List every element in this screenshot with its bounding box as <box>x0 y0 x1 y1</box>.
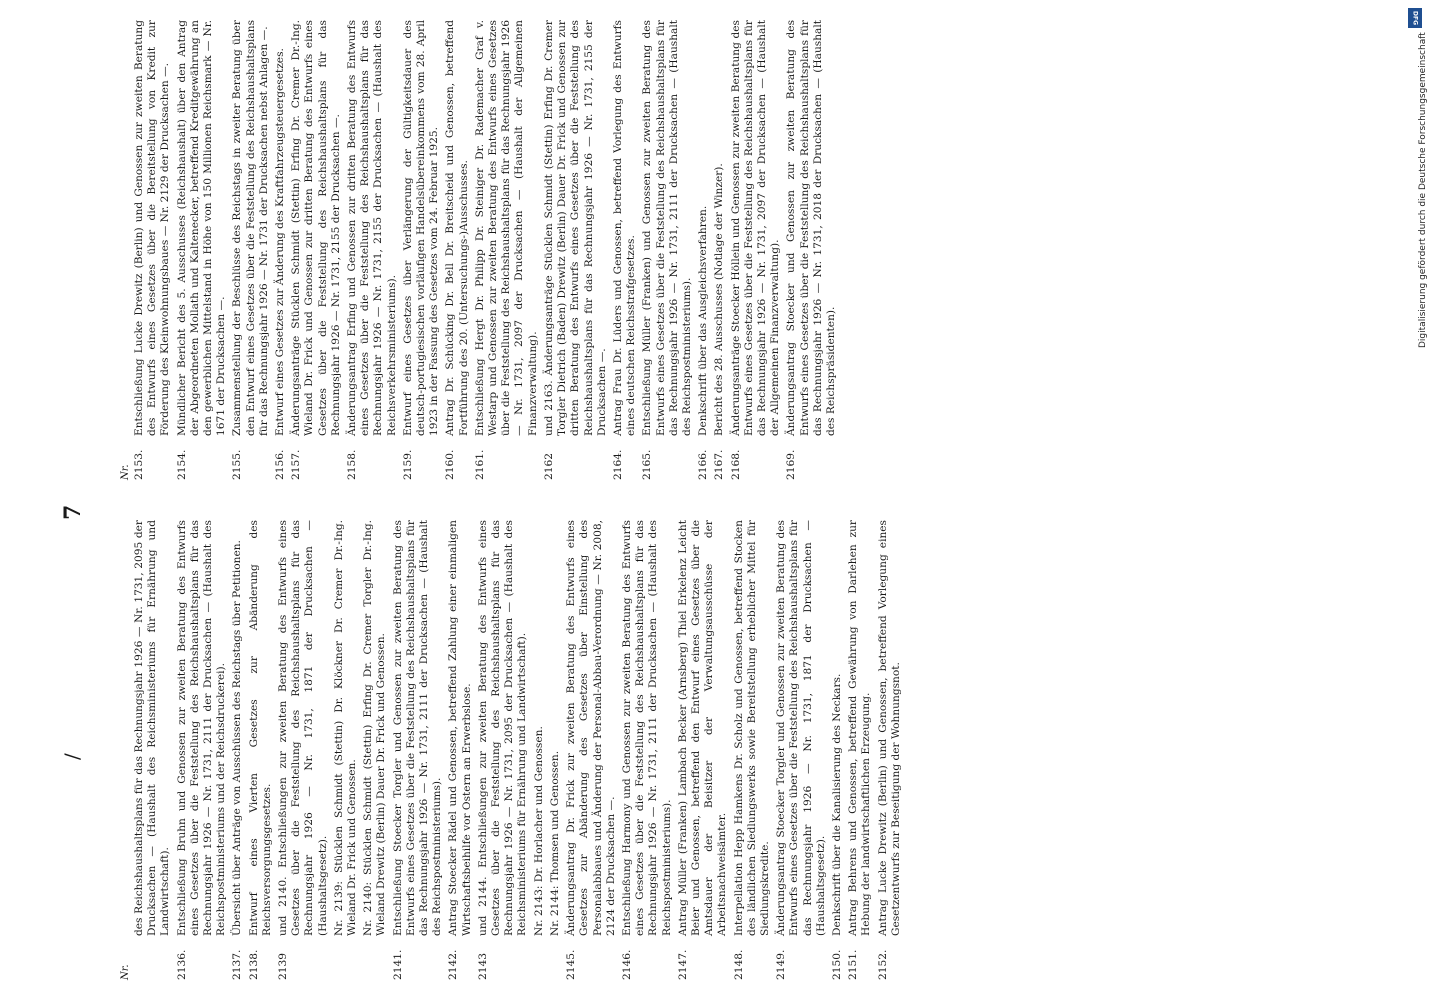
list-item <box>847 520 873 980</box>
nr-label-right: Nr. <box>120 464 131 480</box>
entry-number: 2169. <box>785 449 798 480</box>
entry-text: Antrag Behrens und Genossen, betreffend Gewährung von Darlehen zur Hebung der landwirtschaftlichen Erzeugung. <box>847 520 873 936</box>
list-item <box>549 520 562 980</box>
entry-number: 2138. <box>247 949 260 980</box>
entry-number: 2161. <box>473 449 486 480</box>
entry-number: 2160. <box>444 449 457 480</box>
entry-number: 2151. <box>847 949 860 980</box>
entry-text: Änderungsantrag Erfing und Genossen zur dritten Beratung des Entwurfs eines Gesetzes über die Feststellung des Reichshaushaltsplans für das Rechnungsjahr 1926 — Nr. 1731, 2155 der Drucksachen — (Haushalt des Reichsverkehrsministeriums). <box>346 20 398 436</box>
list-item <box>621 520 674 980</box>
entry-number: 2168. <box>729 449 742 480</box>
list-item <box>877 520 903 980</box>
entry-text: Entschließung Hergt Dr. Philipp Dr. Steiniger Dr. Rademacher Graf v. Westarp und Genossen zur zweiten Beratung des Entwurfs eines Gesetzes über die Feststellung des Reichshaushaltsplans für das Rechnungsjahr 1926 — Nr. 1731, 2097 der Drucksachen — (Haushalt der Allgemeinen Finanzverwaltung). <box>473 20 539 436</box>
list-item <box>392 520 445 980</box>
entry-number: 2162 <box>542 453 555 480</box>
entry-text: Antrag Lucke Drewitz (Berlin) und Genossen, betreffend Vorlegung eines Gesetzentwurfs zur Beseitigung der Wohnungsnot. <box>876 520 902 936</box>
entry-text: Denkschrift über die Kanalisierung des Neckars. <box>830 673 843 936</box>
entry-number: 2158. <box>346 449 359 480</box>
list-item <box>231 520 244 980</box>
entry-number: 2155. <box>231 449 244 480</box>
entry-number <box>362 936 388 980</box>
entry-text: Entwurf eines Gesetzes zur Änderung des Kraftfahrzeugsteuergesetzes. <box>274 48 287 436</box>
list-item <box>641 20 694 480</box>
list-item <box>277 520 330 980</box>
entry-number <box>549 936 562 980</box>
entry-text: Entschließung Harmony und Genossen zur zweiten Beratung des Entwurfs eines Gesetzes über die Feststellung des Reichshaushaltsplans für das Rechnungsjahr 1926 — Nr. 1731, 2111 der Drucksachen — (Haushalt des Reichspostministeriums). <box>620 520 673 936</box>
right-column <box>120 20 841 480</box>
entry-text: Änderungsanträge Stoecker Höllein und Genossen zur zweiten Beratung des Entwurfs eines Gesetzes über die Feststellung des Reichshaushaltsplans für das Rechnungsjahr 1926 — Nr. 1731, 2097 der Drucksachen — (Haushalt der Allgemeinen Finanzverwaltung). <box>729 20 782 436</box>
entry-text: Entschließung Bruhn und Genossen zur zweiten Beratung des Entwurfs eines Gesetzes über die Feststellung des Reichshaushaltsplans für das Rechnungsjahr 1926 — Nr. 1731, 2111 der Drucksachen — (Haushalt des Reichspostministeriums und der Reichsdruckerei). <box>175 520 228 936</box>
entry-text: Zusammenstellung der Beschlüsse des Reichstags in zweiter Beratung über den Entwurf eines Gesetzes über die Feststellung des Reichshaushaltsplans für das Rechnungsjahr 1926 — Nr. 1731 der Drucksachen nebst Anlagen —. <box>231 20 270 436</box>
list-item <box>274 20 287 480</box>
list-item <box>831 520 844 980</box>
entry-text: Entwurf eines Vierten Gesetzes zur Abänderung des Reichsversorgungsgesetzes. <box>247 520 273 936</box>
list-item <box>677 520 730 980</box>
entry-number: 2139 <box>277 953 290 980</box>
list-item <box>362 520 388 980</box>
entry-text: Nr. 2143: Dr. Horlacher und Genossen. <box>532 726 545 936</box>
entry-number: 2152. <box>876 949 889 980</box>
entry-text: Denkschrift über das Ausgleichsverfahren. <box>697 205 710 436</box>
entry-number: 2145. <box>565 949 578 980</box>
entry-number <box>333 936 359 980</box>
entry-text: Antrag Müller (Franken) Lambach Becker (Arnsberg) Thiel Erkelenz Leicht Beier und Genossen, betreffend den Entwurf eines Gesetzes über die Amtsdauer der Beisitzer der Verwaltungsausschüsse der Arbeitsnachweisämter. <box>676 520 729 936</box>
list-item <box>133 520 173 980</box>
entry-text: Änderungsantrag Stoecker Torgler und Genossen zur zweiten Beratung des Entwurfs eines Gesetzes über die Feststellung des Reichshaushaltsplans für das Rechnungsjahr 1926 — Nr. 1731, 1871 der Drucksachen — (Haushaltsgesetz). <box>775 520 827 936</box>
nr-label-left: Nr. <box>120 964 131 980</box>
list-item <box>730 20 783 480</box>
list-item <box>775 520 828 980</box>
entry-text: Bericht des 28. Ausschusses (Notlage der Winzer). <box>713 163 726 436</box>
entry-number: 2154. <box>175 449 188 480</box>
list-item <box>402 20 442 480</box>
list-item <box>176 520 229 980</box>
entry-text: und 2140. Entschließungen zur zweiten Beratung des Entwurfs eines Gesetzes über die Feststellung des Reichshaushaltsplans für das Rechnungsjahr 1926 — Nr. 1731, 1871 der Drucksachen — (Haushaltsgesetz). <box>277 520 329 936</box>
list-item <box>231 20 271 480</box>
list-item <box>447 520 473 980</box>
entry-number: 2142. <box>447 949 460 980</box>
entry-number: 2150. <box>830 949 843 980</box>
list-item <box>697 20 710 480</box>
right-entries <box>133 20 838 480</box>
entry-number: 2148. <box>732 949 745 980</box>
entry-text: Entschließung Müller (Franken) und Genossen zur zweiten Beratung des Entwurfs eines Gesetzes über die Feststellung des Reichshaushaltsplans für das Rechnungsjahr 1926 — Nr. 1731, 2111 der Drucksachen — (Haushalt des Reichspostministeriums). <box>641 20 693 436</box>
list-item <box>565 520 618 980</box>
list-item <box>543 20 609 480</box>
entry-text: Übersicht über Anträge von Ausschüssen des Reichstags über Petitionen. <box>231 540 244 936</box>
left-column <box>120 520 906 980</box>
entry-number: 2167. <box>713 449 726 480</box>
list-item <box>477 520 530 980</box>
entry-text: Änderungsantrag Dr. Frick zur zweiten Beratung des Entwurfs eines Gesetzes zur Abänderung des Gesetzes über Einstellung des Personalabbaues und Änderung der Personal-Abbau-Verordnung — Nr. 2008, 2124 der Drucksachen —. <box>565 520 617 936</box>
entry-text: Entschließung Lucke Drewitz (Berlin) und Genossen zur zweiten Beratung des Entwurfs eines Gesetzes über die Bereitstellung von Kredit zur Förderung des Kleinwohnungsbaues — Nr. 2129 der Drucksachen —. <box>133 20 172 436</box>
entry-text: Änderungsantrag Stoecker und Genossen zur zweiten Beratung des Entwurfs eines Gesetzes über die Feststellung des Reichshaushaltsplans für das Rechnungsjahr 1926 — Nr. 1731, 2018 der Drucksachen — (Haushalt des Reichspräsidenten). <box>785 20 837 436</box>
entry-number: 2149. <box>775 949 788 980</box>
list-item <box>346 20 399 480</box>
entry-text: Mündlicher Bericht des 5. Ausschusses (Reichshaushalt) über den Antrag der Abgeordneten Mollath und Kaltenecker, betreffend Kreditgewährung an den gewerblichen Mittelstand in Höhe von 150 Millionen Reichsmark — Nr. 1671 der Drucksachen —. <box>175 20 228 436</box>
entry-text: Antrag Dr. Schücking Dr. Bell Dr. Breitscheid und Genossen, betreffend Fortführung des 20. (Untersuchungs-)Ausschusses. <box>444 20 470 436</box>
list-item <box>533 520 546 980</box>
digitization-note: Digitalisierung gefördert durch die Deutsche Forschungsgemeinschaft <box>1418 32 1428 348</box>
list-item <box>133 20 173 480</box>
entry-number: 2147. <box>676 949 689 980</box>
entry-text: Entwurf eines Gesetzes über Verlängerung der Gültigkeitsdauer des deutsch-portugiesischen vorläufigen Handelsübereinkommens vom 28. April 1923 in der Fassung des Gesetzes vom 24. Februar 1925. <box>401 20 441 436</box>
entry-text: Nr. 2144: Thomsen und Genossen. <box>548 750 561 936</box>
entry-text: Entschließung Stoecker Torgler und Genossen zur zweiten Beratung des Entwurfs eines Gesetzes über die Feststellung des Reichshaushaltsplans für das Rechnungsjahr 1926 — Nr. 1731, 2111 der Drucksachen — (Haushalt des Reichspostministeriums). <box>391 520 444 936</box>
entry-number: 2166. <box>697 449 710 480</box>
dfg-logo: DFG <box>1408 8 1422 28</box>
entry-number: 2137. <box>231 949 244 980</box>
entry-number: 2164. <box>611 449 624 480</box>
entry-text: Antrag Frau Dr. Lüders und Genossen, betreffend Vorlegung des Entwurfs eines deutschen Reichsstrafgesetzes. <box>611 20 638 436</box>
entry-number: 2157. <box>290 449 303 480</box>
list-item <box>785 20 838 480</box>
entry-text: Interpellation Hepp Hamkens Dr. Scholz und Genossen, betreffend Stocken des ländlichen Siedlungswerks sowie Bereitstellung erheblicher Mittel für Siedlungskredite. <box>732 520 771 936</box>
list-item <box>612 20 638 480</box>
list-item <box>290 20 343 480</box>
entry-number: 2141. <box>391 949 404 980</box>
list-item <box>713 20 726 480</box>
entry-number <box>533 936 546 980</box>
entry-text: Nr. 2139: Stücklen Schmidt (Stettin) Dr. Klöckner Dr. Cremer Dr.-Ing. Wieland Dr. Frick und Genossen. <box>332 520 359 936</box>
list-item <box>474 20 540 480</box>
slash-mark: / <box>60 753 84 760</box>
entry-text: des Reichshaushaltsplans für das Rechnungsjahr 1926 — Nr. 1731, 2095 der Drucksachen — (Haushalt des Reichsministeriums für Ernährung und Landwirtschaft). <box>133 520 172 936</box>
entry-number: 2136. <box>175 949 188 980</box>
entry-number: 2165. <box>641 449 654 480</box>
list-item <box>176 20 229 480</box>
entry-text: und 2163. Änderungsanträge Stücklen Schmidt (Stettin) Erfing Dr. Cremer Torgler Dietrich (Baden) Drewitz (Berlin) Dauer Dr. Frick und Genossen zur dritten Beratung des Entwurfs eines Gesetzes über die Feststellung des Reichshaushaltsplans für das Rechnungsjahr 1926 — Nr. 1731, 2155 der Drucksachen —. <box>542 20 608 436</box>
entry-number: 2156. <box>274 449 287 480</box>
left-entries <box>133 520 903 980</box>
entry-number: 2153. <box>133 449 145 480</box>
list-item <box>248 520 274 980</box>
page-number: 7 <box>60 504 86 520</box>
entry-text: Antrag Stoecker Rädel und Genossen, betreffend Zahlung einer einmaligen Wirtschaftsbeihilfe vor Ostern an Erwerbslose. <box>447 520 473 936</box>
list-item <box>733 520 773 980</box>
entry-text: und 2144. Entschließungen zur zweiten Beratung des Entwurfs eines Gesetzes über die Feststellung des Reichshaushaltsplans für das Rechnungsjahr 1926 — Nr. 1731, 2095 der Drucksachen — (Haushalt des Reichsministeriums für Ernährung und Landwirtschaft). <box>476 520 529 936</box>
entry-number: 2146. <box>620 949 633 980</box>
entry-text: Änderungsanträge Stücklen Schmidt (Stettin) Erfing Dr. Cremer Dr.-Ing. Wieland Dr. Frick und Genossen zur dritten Beratung des Entwurfs eines Gesetzes über die Feststellung des Reichshaushaltsplans für das Rechnungsjahr 1926 — Nr. 1731, 2155 der Drucksachen —. <box>290 20 342 436</box>
list-item <box>333 520 359 980</box>
entry-text: Nr. 2140: Stücklen Schmidt (Stettin) Erfing Dr. Cremer Torgler Dr.-Ing. Wieland Drewitz (Berlin) Dauer Dr. Frick und Genossen. <box>362 520 388 936</box>
entry-number <box>133 936 173 980</box>
entry-number: 2143 <box>476 953 489 980</box>
list-item <box>444 20 470 480</box>
entry-number: 2159. <box>401 449 414 480</box>
